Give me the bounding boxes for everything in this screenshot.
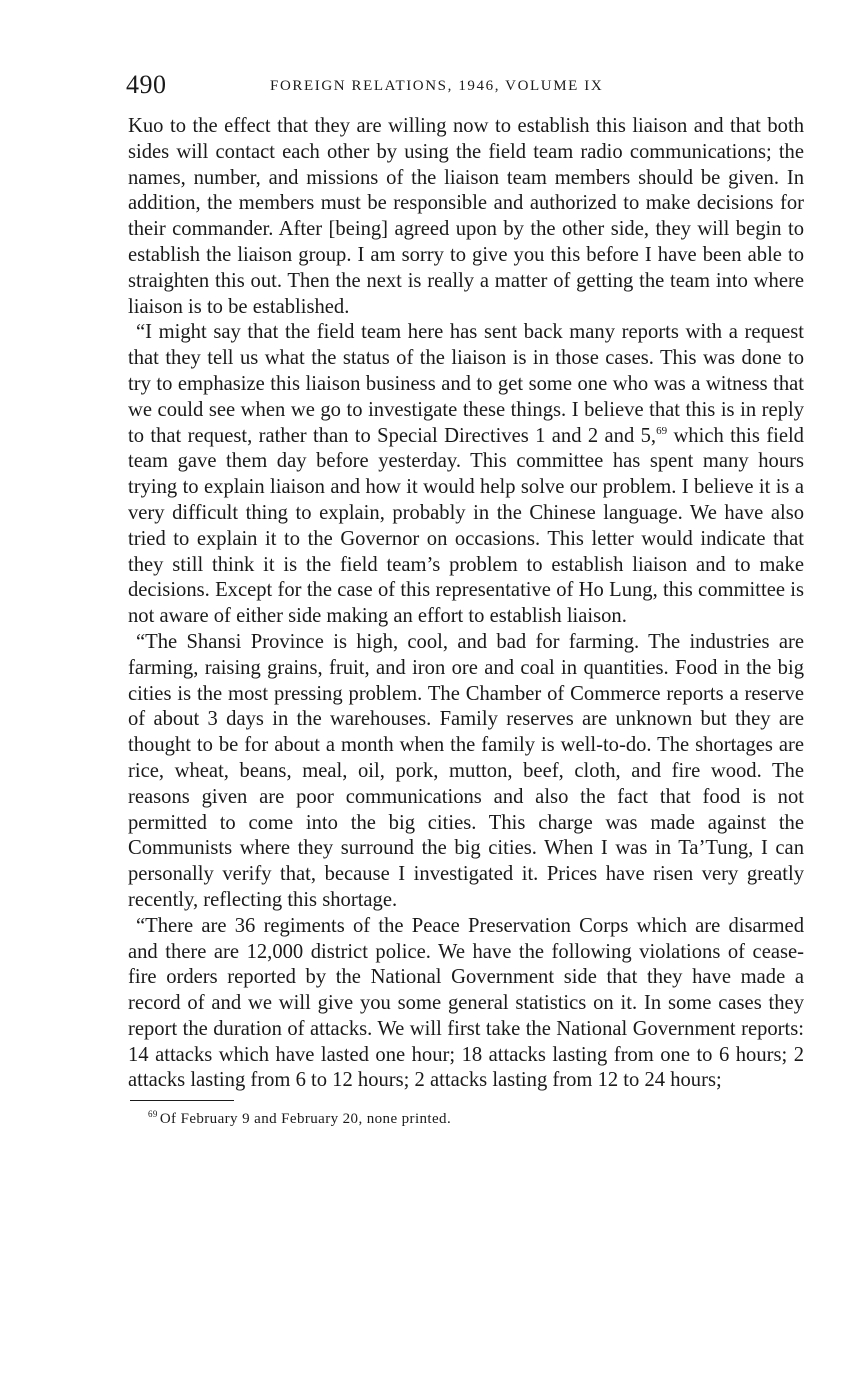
paragraph-1: Kuo to the effect that they are willing now to establish this liaison and that both sides will contact each other by using the field team radio communications; the names, number, and missions of the liaison team members should be given. In addition, the members must be responsible and authorized to make decisions for their commander. After [being] agreed upon by the other side, they will begin to establish the liaison group. I am sorry to give you this before I have been able to straighten this out. Then the next is really a matter of getting the team into where liaison is to be established. [128,115,804,318]
running-head [128,70,804,104]
footnote-text: Of February 9 and February 20, none printed. [159,1111,452,1128]
paragraph-2-text-b: which this field team gave them day before yesterday. This committee has spent many hours trying to explain liaison and how it would help solve our problem. I believe it is a very difficult thing to explain, probably in the Chinese language. We have also tried to explain it to the Governor on occasions. This letter would indicate that they still think it is the field team’s problem to establish liaison and to make decisions. Except for the case of this representative of Ho Lung, this committee is not aware of either side making an effort to establish liaison. [128,424,804,628]
footnote-reference: 69 [656,424,668,437]
body-text [128,114,804,1094]
paragraph-4: “There are 36 regiments of the Peace Preservation Corps which are disarmed and there are 12,000 district police. We have the following violations of cease-fire orders reported by the National Government side that they have made a record of and we will give you some general statistics on it. In some cases they report the duration of attacks. We will first take the National Government reports: 14 attacks which have lasted one hour; 18 attacks lasting from one to 6 hours; 2 attacks lasting from 6 to 12 hours; 2 attacks lasting from 12 to 24 hours; [128,914,804,1092]
footnote-divider [130,1100,234,1101]
document-page [128,70,804,1128]
running-title: FOREIGN RELATIONS, 1946, VOLUME IX [270,78,604,94]
paragraph-2 [128,320,804,630]
footnote-mark: 69 [148,1109,158,1120]
footnote [148,1111,804,1128]
paragraph-2-text-a: “I might say that the field team here has sent back many reports with a request that they tell us what the status of the liaison is in those cases. This was done to try to emphasize this liaison business and to get some one who was a witness that we could see when we go to investigate these things. I believe that this is in reply to that request, rather than to Special Directives 1 and 2 and 5, [128,321,804,447]
paragraph-3: “The Shansi Province is high, cool, and bad for farming. The industries are farming, raising grains, fruit, and iron ore and coal in quantities. Food in the big cities is the most pressing problem. The Chamber of Commerce reports a reserve of about 3 days in the warehouses. Family reserves are unknown but they are thought to be for about a month when the family is well-to-do. The shortages are rice, wheat, beans, meal, oil, pork, mutton, beef, cloth, and fire wood. The reasons given are poor communications and also the fact that food is not permitted to come into the big cities. This charge was made against the Communists where they surround the big cities. When I was in Ta’Tung, I can personally verify that, because I investigated it. Prices have risen very greatly recently, reflecting this shortage. [128,630,804,911]
page-number: 490 [126,70,167,99]
